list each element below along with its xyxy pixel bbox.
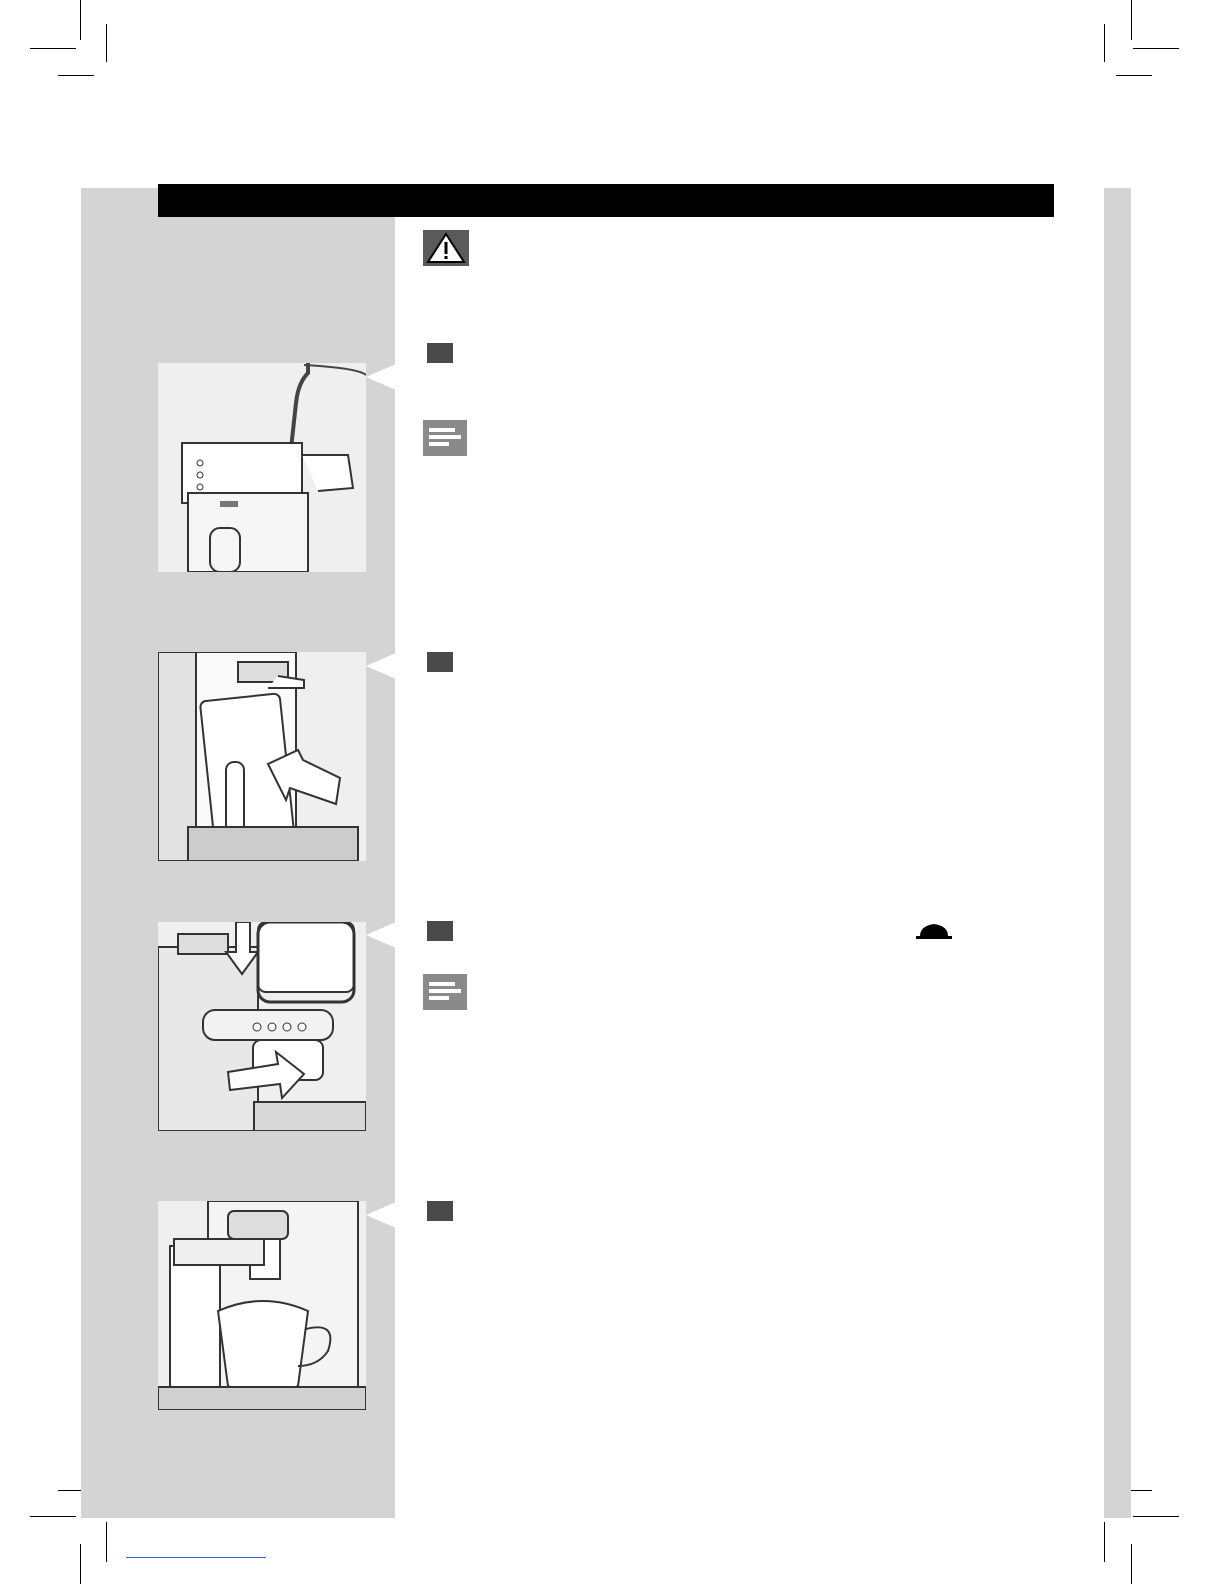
pointer-arrow	[366, 1202, 396, 1228]
warning-triangle-icon	[423, 230, 469, 266]
crop-mark	[1131, 1544, 1132, 1584]
step-number-box	[427, 343, 453, 363]
pointer-arrow	[366, 922, 396, 948]
steam-cloud-icon	[914, 920, 954, 942]
pointer-arrow	[366, 653, 396, 679]
step-number-box	[427, 652, 453, 672]
illustration-inserting-milk-jug	[158, 652, 366, 861]
section-header-bar	[158, 184, 1054, 217]
step-number-box	[427, 921, 453, 941]
crop-mark	[1104, 24, 1105, 62]
note-lines-icon	[423, 974, 467, 1010]
crop-mark	[1104, 1522, 1105, 1562]
crop-mark	[1116, 75, 1152, 76]
crop-mark	[1131, 0, 1132, 40]
crop-mark	[30, 48, 76, 49]
crop-mark	[30, 1516, 76, 1517]
footer-rule	[126, 1557, 266, 1558]
pointer-arrow	[366, 364, 396, 390]
crop-mark	[58, 75, 94, 76]
crop-mark	[80, 0, 81, 40]
note-lines-icon	[423, 420, 467, 456]
illustration-selecting-steam-mode	[158, 922, 366, 1131]
crop-mark	[1133, 48, 1179, 49]
illustration-filling-milk-jug	[158, 363, 366, 572]
step-number-box	[427, 1201, 453, 1221]
crop-mark	[1133, 1516, 1179, 1517]
crop-mark	[106, 24, 107, 62]
crop-mark	[80, 1544, 81, 1584]
side-tab-strip	[1104, 188, 1131, 1518]
crop-mark	[106, 1522, 107, 1562]
illustration-cup-under-spout	[158, 1201, 366, 1410]
